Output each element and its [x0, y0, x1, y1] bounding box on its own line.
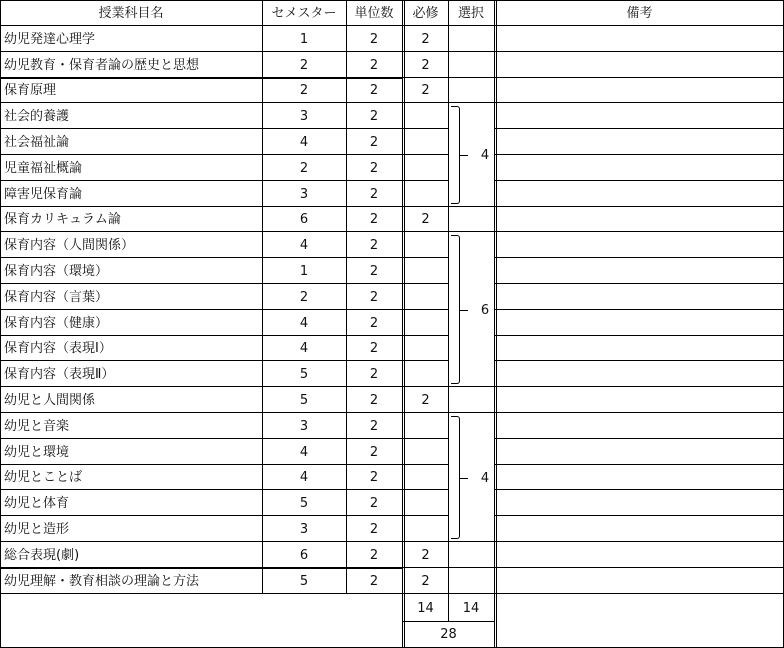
row-divider: [495, 464, 784, 465]
required-credits: [403, 284, 448, 310]
course-name: 保育内容（表現Ⅱ）: [4, 367, 115, 383]
row-divider: [403, 541, 495, 542]
required-credits: [403, 310, 448, 336]
header-required: 必修: [412, 6, 439, 21]
row-divider: [495, 231, 784, 232]
course-name: 幼児と造形: [4, 522, 70, 538]
row-divider: [495, 386, 784, 387]
row-divider: [403, 335, 448, 336]
elective-bracket: [451, 106, 460, 203]
credits-value: 2: [369, 522, 379, 538]
semester-value: 6: [299, 212, 309, 228]
credits-value: 2: [369, 186, 379, 202]
elective-bracket: [451, 235, 460, 384]
row-divider: [495, 102, 784, 103]
semester-value: 4: [299, 470, 309, 486]
row-divider: [495, 438, 784, 439]
column-divider: [448, 0, 449, 622]
semester-value: 5: [299, 393, 309, 409]
required-credits: [403, 103, 448, 129]
row-divider: [495, 541, 784, 542]
row-divider: [495, 335, 784, 336]
row-divider: [403, 180, 448, 181]
semester-value: 5: [299, 496, 309, 512]
row-divider: [495, 128, 784, 129]
row-divider: [403, 489, 448, 490]
elective-group-credits: 4: [480, 148, 490, 163]
column-divider: [402, 0, 403, 648]
row-divider: [403, 206, 495, 207]
course-name: 総合表現(劇): [4, 547, 80, 563]
credits-value: 2: [369, 547, 379, 563]
row-divider: [0, 77, 403, 79]
credits-value: 2: [369, 31, 379, 47]
row-divider: [403, 51, 495, 52]
required-credits: [403, 336, 448, 362]
row-divider: [403, 360, 448, 361]
row-divider: [403, 515, 448, 516]
elective-group-credits: 6: [480, 302, 490, 318]
course-name: 社会福祉論: [4, 135, 70, 151]
required-credits: [403, 490, 448, 516]
row-divider: [403, 567, 495, 568]
row-divider: [0, 567, 403, 569]
total-required: 14: [417, 601, 434, 616]
row-divider: [0, 231, 403, 232]
semester-value: 6: [299, 547, 309, 563]
semester-value: 1: [299, 31, 309, 47]
course-name: 保育カリキュラム論: [4, 212, 121, 228]
row-divider: [403, 77, 495, 78]
row-divider: [495, 489, 784, 490]
row-divider: [0, 541, 403, 542]
row-divider: [403, 412, 495, 413]
row-divider: [495, 77, 784, 78]
required-credits: [403, 361, 448, 387]
credits-value: 2: [369, 135, 379, 151]
row-divider: [403, 231, 495, 232]
credits-value: 2: [369, 418, 379, 434]
course-name: 幼児と音楽: [4, 418, 70, 434]
row-divider: [0, 51, 403, 52]
required-credits: [403, 465, 448, 491]
course-name: 幼児発達心理学: [4, 31, 96, 47]
row-divider: [495, 154, 784, 155]
course-name: 幼児と環境: [4, 444, 70, 460]
row-divider: [495, 360, 784, 361]
row-divider: [0, 180, 403, 181]
row-divider: [0, 360, 403, 361]
credits-value: 2: [369, 289, 379, 305]
credits-value: 2: [369, 341, 379, 357]
course-name: 幼児教育・保育者論の歴史と思想: [4, 57, 200, 73]
credits-value: 2: [369, 573, 379, 589]
semester-value: 3: [299, 418, 309, 434]
row-divider: [403, 464, 448, 465]
course-name: 幼児と人間関係: [4, 393, 96, 409]
required-credits: 2: [421, 31, 430, 47]
course-name: 保育内容（表現Ⅰ）: [4, 341, 112, 357]
row-divider: [495, 309, 784, 310]
left-border: [0, 0, 1, 648]
row-divider: [0, 283, 403, 284]
semester-value: 2: [299, 289, 309, 305]
column-divider: [404, 0, 405, 648]
credits-value: 2: [369, 496, 379, 512]
required-credits: 2: [421, 573, 430, 589]
course-name: 保育内容（環境）: [4, 264, 109, 280]
header-notes: 備考: [626, 6, 653, 21]
column-divider: [496, 0, 497, 648]
credits-value: 2: [369, 238, 379, 254]
row-divider: [495, 593, 784, 594]
required-credits: [403, 413, 448, 439]
semester-value: 3: [299, 522, 309, 538]
required-credits: 2: [421, 83, 430, 99]
elective-bracket: [451, 416, 460, 539]
elective-bracket-tick: [460, 478, 468, 479]
required-credits: [403, 129, 448, 155]
credits-value: 2: [369, 212, 379, 228]
row-divider: [0, 335, 403, 336]
required-credits: 2: [421, 57, 430, 73]
top-border: [0, 0, 784, 1]
required-credits: [403, 181, 448, 207]
course-name: 保育原理: [4, 83, 57, 99]
column-divider: [262, 0, 263, 594]
course-name: 保育内容（健康）: [4, 315, 109, 331]
row-divider: [403, 309, 448, 310]
semester-value: 4: [299, 238, 309, 254]
row-divider: [0, 593, 403, 594]
semester-value: 4: [299, 315, 309, 331]
credits-value: 2: [369, 83, 379, 99]
credits-value: 2: [369, 393, 379, 409]
credits-value: 2: [369, 315, 379, 331]
required-credits: [403, 232, 448, 258]
credits-value: 2: [369, 160, 379, 176]
header-divider: [0, 25, 784, 26]
row-divider: [495, 51, 784, 52]
course-name: 障害児保育論: [4, 186, 83, 202]
row-divider: [403, 154, 448, 155]
elective-group-credits: 4: [480, 470, 490, 486]
row-divider: [495, 206, 784, 207]
credits-value: 2: [369, 109, 379, 125]
semester-value: 4: [299, 341, 309, 357]
row-divider: [0, 438, 403, 439]
header-credits: 単位数: [354, 6, 394, 21]
row-divider: [0, 154, 403, 155]
row-divider: [0, 412, 403, 413]
semester-value: 5: [299, 573, 309, 589]
semester-value: 2: [299, 160, 309, 176]
row-divider: [495, 567, 784, 568]
row-divider: [495, 180, 784, 181]
semester-value: 4: [299, 444, 309, 460]
elective-bracket-tick: [460, 155, 468, 156]
column-divider: [494, 0, 495, 648]
row-divider: [403, 593, 495, 594]
course-name: 社会的養護: [4, 109, 70, 125]
total-elective: 14: [462, 601, 480, 616]
course-name: 幼児とことば: [4, 470, 83, 486]
row-divider: [0, 309, 403, 310]
header-semester: セメスター: [271, 6, 337, 21]
row-divider: [495, 515, 784, 516]
column-divider: [346, 0, 347, 594]
row-divider: [0, 489, 403, 490]
row-divider: [0, 386, 403, 387]
required-credits: 2: [421, 212, 430, 228]
semester-value: 2: [299, 83, 309, 99]
required-credits: 2: [421, 547, 430, 563]
required-credits: [403, 155, 448, 181]
row-divider: [495, 257, 784, 258]
semester-value: 2: [299, 57, 309, 73]
semester-value: 5: [299, 367, 309, 383]
semester-value: 4: [299, 135, 309, 151]
credits-value: 2: [369, 470, 379, 486]
credits-value: 2: [369, 444, 379, 460]
row-divider: [495, 283, 784, 284]
course-name: 保育内容（人間関係）: [4, 238, 135, 254]
row-divider: [403, 257, 448, 258]
course-name: 幼児と体育: [4, 496, 70, 512]
course-name: 保育内容（言葉）: [4, 289, 109, 305]
row-divider: [0, 464, 403, 465]
required-credits: [403, 516, 448, 542]
semester-value: 1: [299, 264, 309, 280]
required-credits: [403, 258, 448, 284]
row-divider: [403, 102, 495, 103]
course-name: 幼児理解・教育相談の理論と方法: [4, 573, 200, 589]
row-divider: [403, 386, 495, 387]
row-divider: [0, 257, 403, 258]
row-divider: [0, 206, 403, 207]
header-elective: 選択: [457, 6, 484, 21]
grand-total: 28: [440, 627, 457, 642]
course-name: 児童福祉概論: [4, 160, 83, 176]
row-divider: [403, 128, 448, 129]
semester-value: 3: [299, 109, 309, 125]
row-divider: [0, 102, 403, 103]
elective-bracket-tick: [460, 310, 468, 311]
credits-value: 2: [369, 367, 379, 383]
credits-value: 2: [369, 57, 379, 73]
semester-value: 3: [299, 186, 309, 202]
required-credits: [403, 439, 448, 465]
row-divider: [403, 283, 448, 284]
row-divider: [0, 515, 403, 516]
row-divider: [495, 412, 784, 413]
row-divider: [0, 128, 403, 129]
header-course: 授業科目名: [98, 6, 164, 21]
required-credits: 2: [421, 393, 430, 409]
credits-value: 2: [369, 264, 379, 280]
row-divider: [403, 438, 448, 439]
